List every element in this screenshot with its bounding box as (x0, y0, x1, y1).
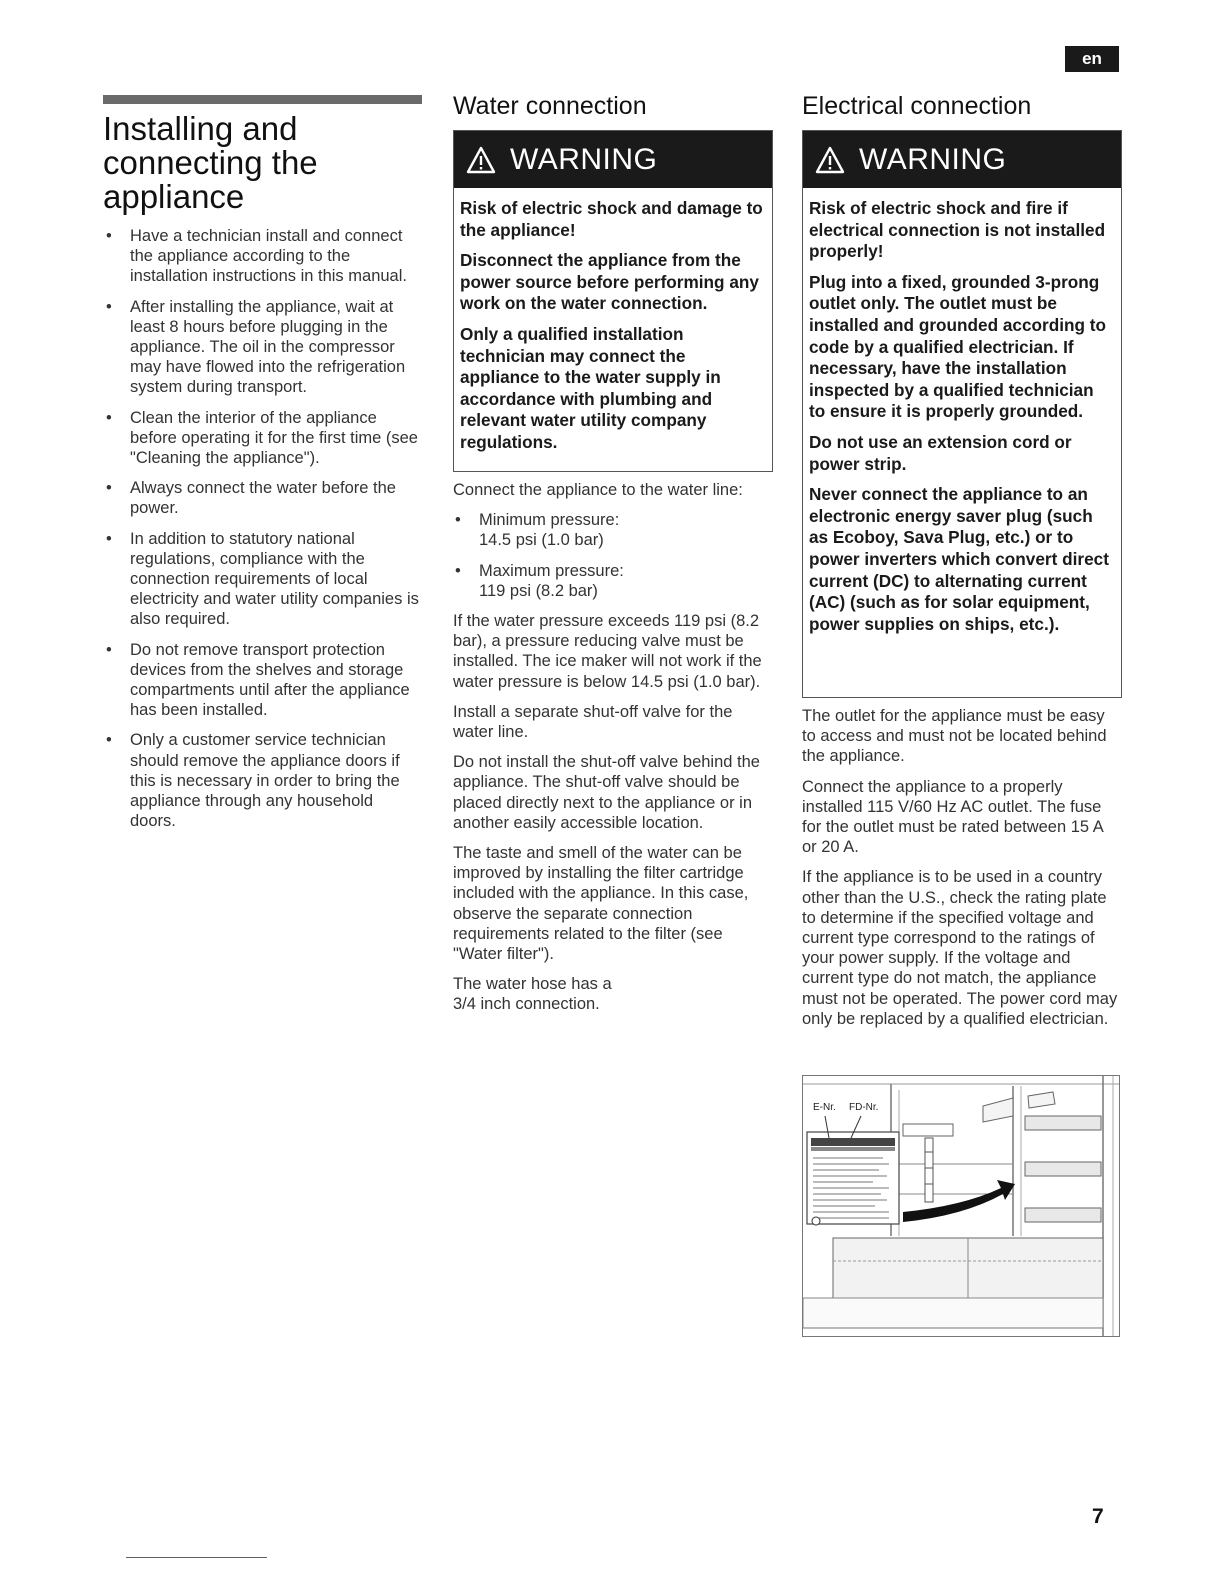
list-item (453, 561, 771, 601)
page-title: Installing and connecting the appliance (103, 110, 318, 215)
list-item: • Have a technician install and connect the appliance according to the installation instructions in this manual. (103, 226, 423, 287)
paragraph: The water hose has a 3/4 inch connection. (453, 975, 612, 1014)
warning-text: Risk of electric shock and fire if electrical connection is not installed properly! (809, 198, 1106, 262)
paragraph: If the water pressure exceeds 119 psi (8.2 bar), a pressure reducing valve must be installed. The ice maker will not work if the water pressure is below 14.5 psi (1.0 bar). (453, 612, 762, 691)
warning-text: Only a qualified installation technician may connect the appliance to the water supply in accordance with plumbing and relevant water utility company regulations. (460, 323, 721, 452)
pressure-value: 119 psi (8.2 bar) (479, 581, 598, 600)
electrical-connection-body (802, 706, 1118, 1039)
paragraph: Install a separate shut-off valve for the water line. (453, 702, 733, 742)
list-item: • Always connect the water before the power. (103, 478, 423, 518)
water-intro: Connect the appliance to the water line: (453, 481, 743, 499)
list-item: • In addition to statutory national regulations, compliance with the connection requirements of local electricity and water utility companies is also required. (103, 529, 423, 630)
paragraph: The outlet for the appliance must be easy to access and must not be located behind the appliance. (802, 707, 1107, 766)
pressure-label: Minimum pressure: (479, 511, 620, 530)
list-item: • Clean the interior of the appliance before operating it for the first time (see "Cleaning the appliance"). (103, 408, 423, 469)
list-item: • After installing the appliance, wait at least 8 hours before plugging in the appliance. The oil in the compressor may have flowed into the refrigeration system during transport. (103, 297, 423, 398)
warning-label: WARNING (859, 142, 1007, 176)
warning-triangle-icon (466, 146, 496, 174)
paragraph: If the appliance is to be used in a country other than the U.S., check the rating plate to determine if the specified voltage and current type correspond to the ratings of your power supply. If the voltage and current type do not match, the appliance must not be operated. The power cord may only be replaced by a qualified electrician. (802, 868, 1118, 1028)
e-nr-label: E-Nr. (813, 1102, 836, 1113)
warning-text: Risk of electric shock and damage to the appliance! (460, 198, 763, 240)
water-warning-box (453, 130, 773, 472)
electrical-connection-heading: Electrical connection (802, 92, 1032, 120)
paragraph: The taste and smell of the water can be improved by installing the filter cartridge included with the appliance. In this case, observe the separate connection requirements related to the filter (see "Water filter"). (453, 844, 749, 964)
warning-triangle-icon (815, 146, 845, 174)
electrical-warning-header (803, 131, 1121, 188)
refrigerator-interior-illustration (803, 1076, 1119, 1336)
pressure-label: Maximum pressure: (479, 561, 624, 580)
page-number: 7 (1092, 1505, 1104, 1528)
fd-nr-label: FD-Nr. (849, 1102, 879, 1113)
language-badge: en (1065, 46, 1119, 72)
rating-plate-figure (802, 1075, 1120, 1337)
water-warning-header (454, 131, 772, 188)
paragraph: Do not install the shut-off valve behind the appliance. The shut-off valve should be placed directly next to the appliance or in another easily accessible location. (453, 753, 760, 832)
warning-text: Do not use an extension cord or power strip. (809, 431, 1072, 474)
paragraph: Connect the appliance to a properly installed 115 V/60 Hz AC outlet. The fuse for the outlet must be rated between 15 A or 20 A. (802, 777, 1103, 857)
pressure-value: 14.5 psi (1.0 bar) (479, 531, 604, 550)
list-item (453, 510, 771, 550)
warning-text: Never connect the appliance to an electronic energy saver plug (such as Ecoboy, Sava Plug, etc.) or to power inverters which convert direct current (DC) to alternating current (AC) (such as for solar equipment, power supplies on ships, etc.). (809, 484, 1109, 634)
electrical-warning-box (802, 130, 1122, 698)
water-connection-heading: Water connection (453, 92, 647, 120)
warning-text: Disconnect the appliance from the power source before performing any work on the water connection. (460, 250, 759, 314)
section-title-bar (103, 95, 422, 104)
installation-bullet-list (103, 226, 423, 841)
warning-text: Plug into a fixed, grounded 3-prong outlet only. The outlet must be installed and grounded according to code by a qualified electrician. If necessary, have the installation inspected by a qualified technician to ensure it is properly grounded. (809, 271, 1106, 422)
footer-divider (126, 1557, 267, 1558)
list-item: • Only a customer service technician should remove the appliance doors if this is necessary in order to bring the appliance through any household doors. (103, 730, 423, 831)
pressure-list (453, 510, 771, 601)
list-item: • Do not remove transport protection devices from the shelves and storage compartments until after the appliance has been installed. (103, 640, 423, 721)
water-connection-body (453, 480, 771, 1025)
warning-label: WARNING (510, 142, 658, 176)
